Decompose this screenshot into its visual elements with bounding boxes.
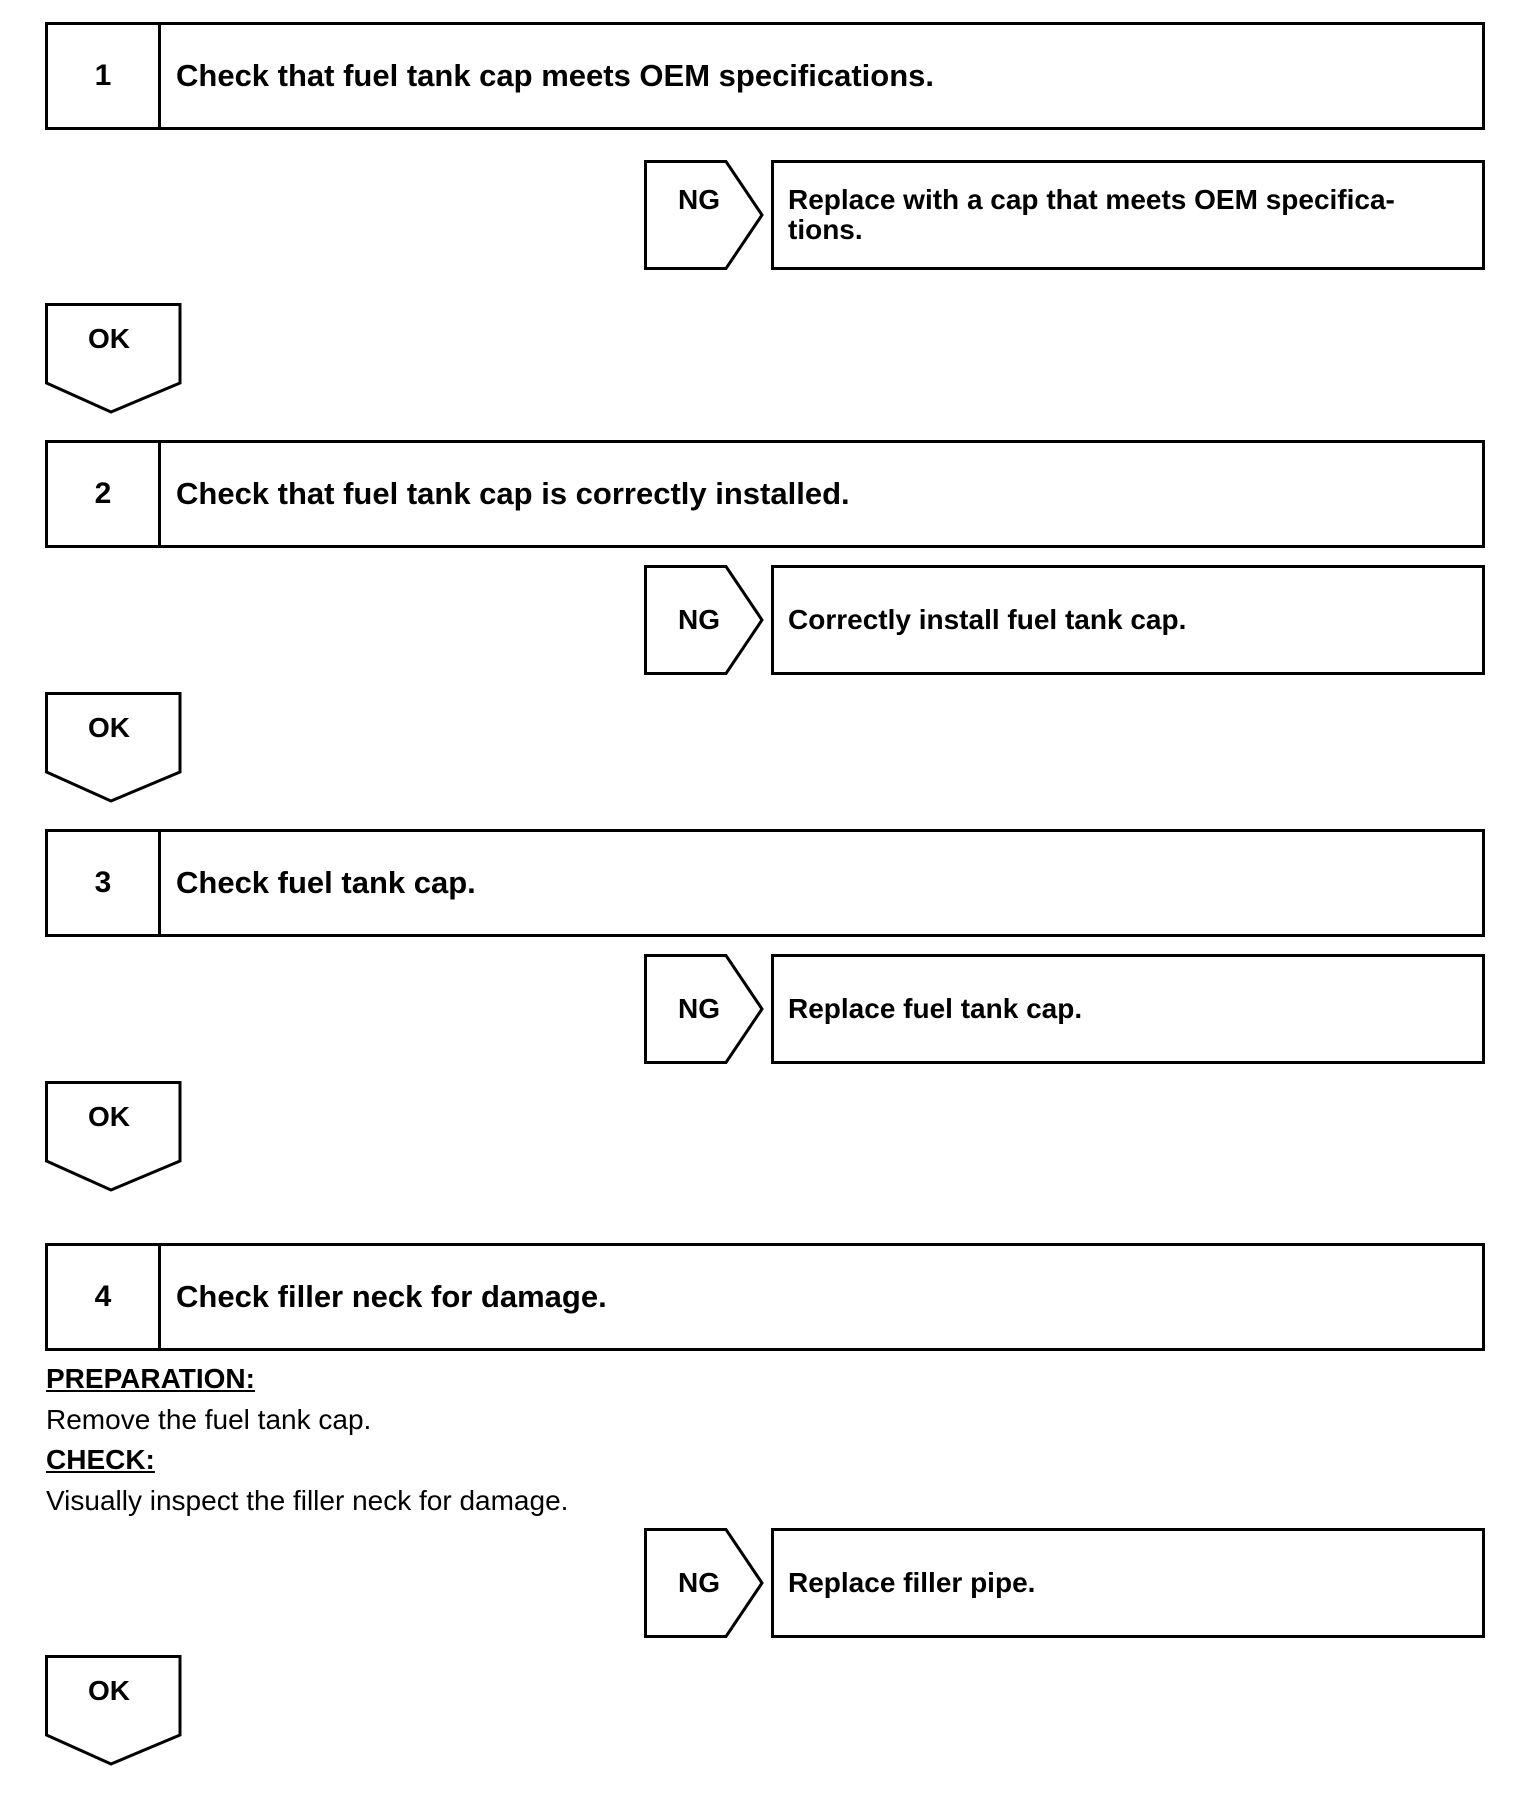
step-title: Check fuel tank cap. bbox=[176, 865, 476, 900]
step-number: 2 bbox=[48, 443, 161, 545]
step-3-box bbox=[45, 829, 1485, 937]
ng-label: NG bbox=[678, 184, 720, 215]
step-number: 1 bbox=[48, 25, 161, 127]
ng-arrow bbox=[644, 565, 772, 675]
ng-action-text: Replace fuel tank cap. bbox=[788, 993, 1083, 1024]
ng-action-box bbox=[771, 1528, 1485, 1638]
ng-action-text: Replace filler pipe. bbox=[788, 1567, 1036, 1598]
ok-label: OK bbox=[88, 1675, 130, 1706]
ok-arrow-shape bbox=[45, 1081, 183, 1193]
step-4-box bbox=[45, 1243, 1485, 1351]
ok-arrow bbox=[45, 303, 183, 415]
ng-label: NG bbox=[678, 604, 720, 635]
ok-label: OK bbox=[88, 323, 130, 354]
ng-action-box bbox=[771, 565, 1485, 675]
step-2-box bbox=[45, 440, 1485, 548]
ng-action-box bbox=[771, 954, 1485, 1064]
ok-arrow bbox=[45, 1081, 183, 1193]
ok-arrow bbox=[45, 692, 183, 804]
check-text: Visually inspect the filler neck for damage. bbox=[46, 1485, 569, 1516]
preparation-text: Remove the fuel tank cap. bbox=[46, 1404, 372, 1435]
step-number: 4 bbox=[48, 1246, 161, 1348]
ng-action-box bbox=[771, 160, 1485, 270]
step-1-box bbox=[45, 22, 1485, 130]
ok-arrow-shape bbox=[45, 303, 183, 415]
step-title: Check that fuel tank cap meets OEM specifications. bbox=[176, 58, 935, 93]
ng-label: NG bbox=[678, 993, 720, 1024]
ng-label: NG bbox=[678, 1567, 720, 1598]
check-heading: CHECK: bbox=[46, 1444, 155, 1475]
step-number: 3 bbox=[48, 832, 161, 934]
ok-arrow bbox=[45, 1655, 183, 1767]
ok-arrow-shape bbox=[45, 1655, 183, 1767]
ng-action-text bbox=[788, 185, 1470, 245]
ng-arrow bbox=[644, 954, 772, 1064]
ok-label: OK bbox=[88, 712, 130, 743]
ng-action-text: Correctly install fuel tank cap. bbox=[788, 604, 1187, 635]
step-title: Check filler neck for damage. bbox=[176, 1279, 607, 1314]
ok-arrow-shape bbox=[45, 692, 183, 804]
ng-action-line-1: Replace with a cap that meets OEM specifica- bbox=[788, 184, 1395, 215]
preparation-heading: PREPARATION: bbox=[46, 1363, 255, 1394]
ok-label: OK bbox=[88, 1101, 130, 1132]
ng-action-line-2: tions. bbox=[788, 214, 863, 245]
ng-arrow bbox=[644, 160, 772, 270]
ng-arrow bbox=[644, 1528, 772, 1638]
step-title: Check that fuel tank cap is correctly installed. bbox=[176, 476, 850, 511]
